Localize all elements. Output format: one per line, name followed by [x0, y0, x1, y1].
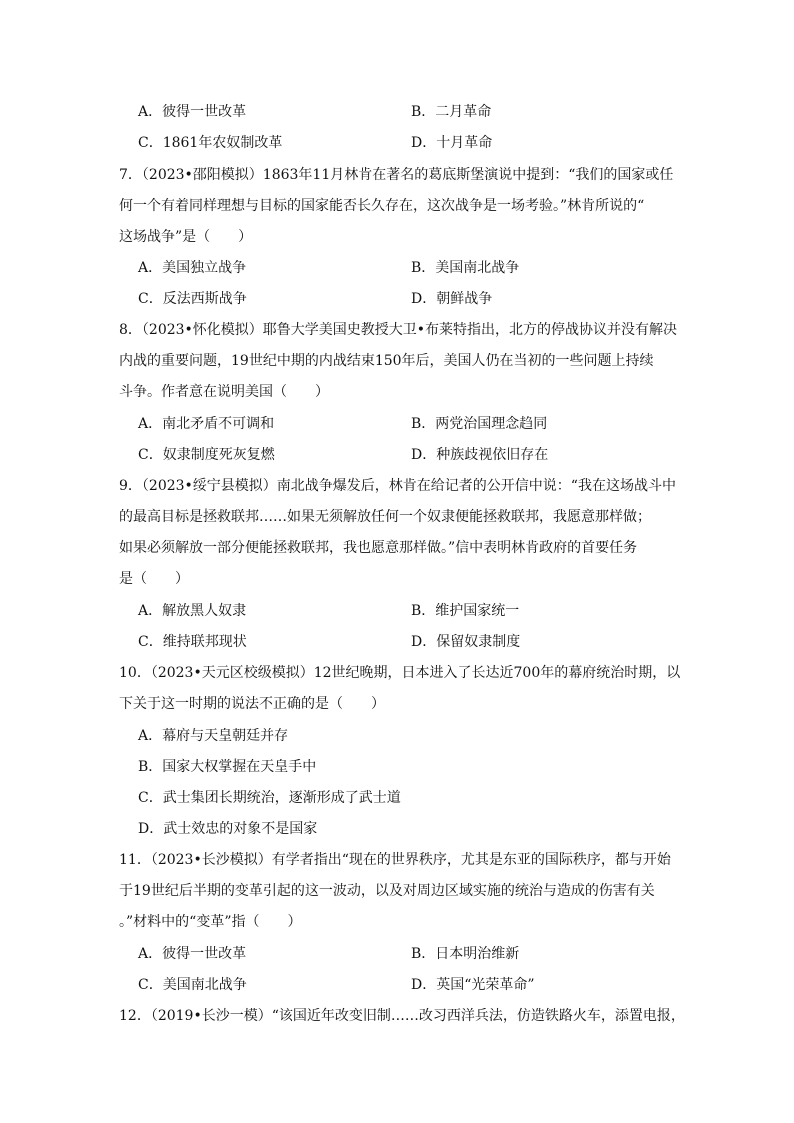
q7-option-d[interactable]: D．朝鲜战争 — [411, 291, 493, 307]
q11-option-c[interactable]: C．美国南北战争 — [138, 977, 247, 993]
q8-option-a[interactable]: A．南北矛盾不可调和 — [138, 416, 275, 432]
q11-stem-line: 于19世纪后半期的变革引起的这一波动，以及对周边区域实施的统治与造成的伤害有关 — [119, 883, 655, 899]
q9-option-b[interactable]: B．维护国家统一 — [411, 603, 520, 619]
q8-stem-line: 8．（2023•怀化模拟）耶鲁大学美国史教授大卫•布莱特指出，北方的停战协议并没有解决 — [119, 322, 678, 338]
q10-option-b[interactable]: B．国家大权掌握在天皇手中 — [138, 759, 317, 775]
q11-stem-line: 。”材料中的“变革”指（ ） — [119, 914, 302, 930]
q8-stem-line: 内战的重要问题，19世纪中期的内战结束150年后，美国人仍在当初的一些问题上持续 — [119, 353, 654, 369]
q7-stem-line: 这场战争”是（ ） — [119, 229, 253, 245]
q12-stem-line: 12．（2019•长沙一模）“该国近年改变旧制……改习西洋兵法，仿造铁路火车，添置电报， — [119, 1008, 685, 1024]
q7-option-b[interactable]: B．美国南北战争 — [411, 260, 520, 276]
q8-option-d[interactable]: D．种族歧视依旧存在 — [411, 447, 549, 463]
q11-option-a[interactable]: A．彼得一世改革 — [138, 946, 247, 962]
q9-stem-line: 如果必须解放一部分便能拯救联邦，我也愿意那样做。”信中表明林肯政府的首要任务 — [119, 540, 638, 556]
q6-option-c[interactable]: C．1861年农奴制改革 — [138, 135, 283, 151]
q9-option-a[interactable]: A．解放黑人奴隶 — [138, 603, 247, 619]
q11-option-d[interactable]: D．英国“光荣革命” — [411, 977, 535, 993]
q7-option-a[interactable]: A．美国独立战争 — [138, 260, 247, 276]
q6-option-a[interactable]: A．彼得一世改革 — [138, 104, 247, 120]
q11-option-b[interactable]: B．日本明治维新 — [411, 946, 520, 962]
q9-stem-line: 是（ ） — [119, 571, 189, 587]
q9-option-d[interactable]: D．保留奴隶制度 — [411, 634, 521, 650]
q9-stem-line: 的最高目标是拯救联邦……如果无须解放任何一个奴隶便能拯救联邦，我愿意那样做； — [119, 509, 651, 525]
q9-option-c[interactable]: C．维持联邦现状 — [138, 634, 247, 650]
q7-option-c[interactable]: C．反法西斯战争 — [138, 291, 247, 307]
q9-stem-line: 9．（2023•绥宁县模拟）南北战争爆发后，林肯在给记者的公开信中说：“我在这场战斗中 — [119, 478, 676, 494]
q7-stem-line: 7．（2023•邵阳模拟）1863年11月林肯在著名的葛底斯堡演说中提到：“我们的国家或任 — [119, 167, 674, 183]
q8-option-c[interactable]: C．奴隶制度死灰复燃 — [138, 447, 275, 463]
q10-stem-line: 下关于这一时期的说法不正确的是（ ） — [119, 696, 385, 712]
q6-option-d[interactable]: D．十月革命 — [411, 135, 493, 151]
q10-option-d[interactable]: D．武士效忠的对象不是国家 — [138, 821, 318, 837]
q10-option-c[interactable]: C．武士集团长期统治，逐渐形成了武士道 — [138, 790, 401, 806]
q8-option-b[interactable]: B．两党治国理念趋同 — [411, 416, 548, 432]
q8-stem-line: 斗争。作者意在说明美国（ ） — [119, 384, 329, 400]
q6-option-b[interactable]: B．二月革命 — [411, 104, 492, 120]
q10-option-a[interactable]: A．幕府与天皇朝廷并存 — [138, 728, 289, 744]
q7-stem-line: 何一个有着同样理想与目标的国家能否长久存在，这次战争是一场考验。”林肯所说的“ — [119, 198, 645, 214]
q10-stem-line: 10．（2023•天元区校级模拟）12世纪晚期，日本进入了长达近700年的幕府统治时期，以 — [119, 665, 681, 681]
q11-stem-line: 11．（2023•长沙模拟）有学者指出“现在的世界秩序，尤其是东亚的国际秩序，都与开始 — [119, 852, 671, 868]
